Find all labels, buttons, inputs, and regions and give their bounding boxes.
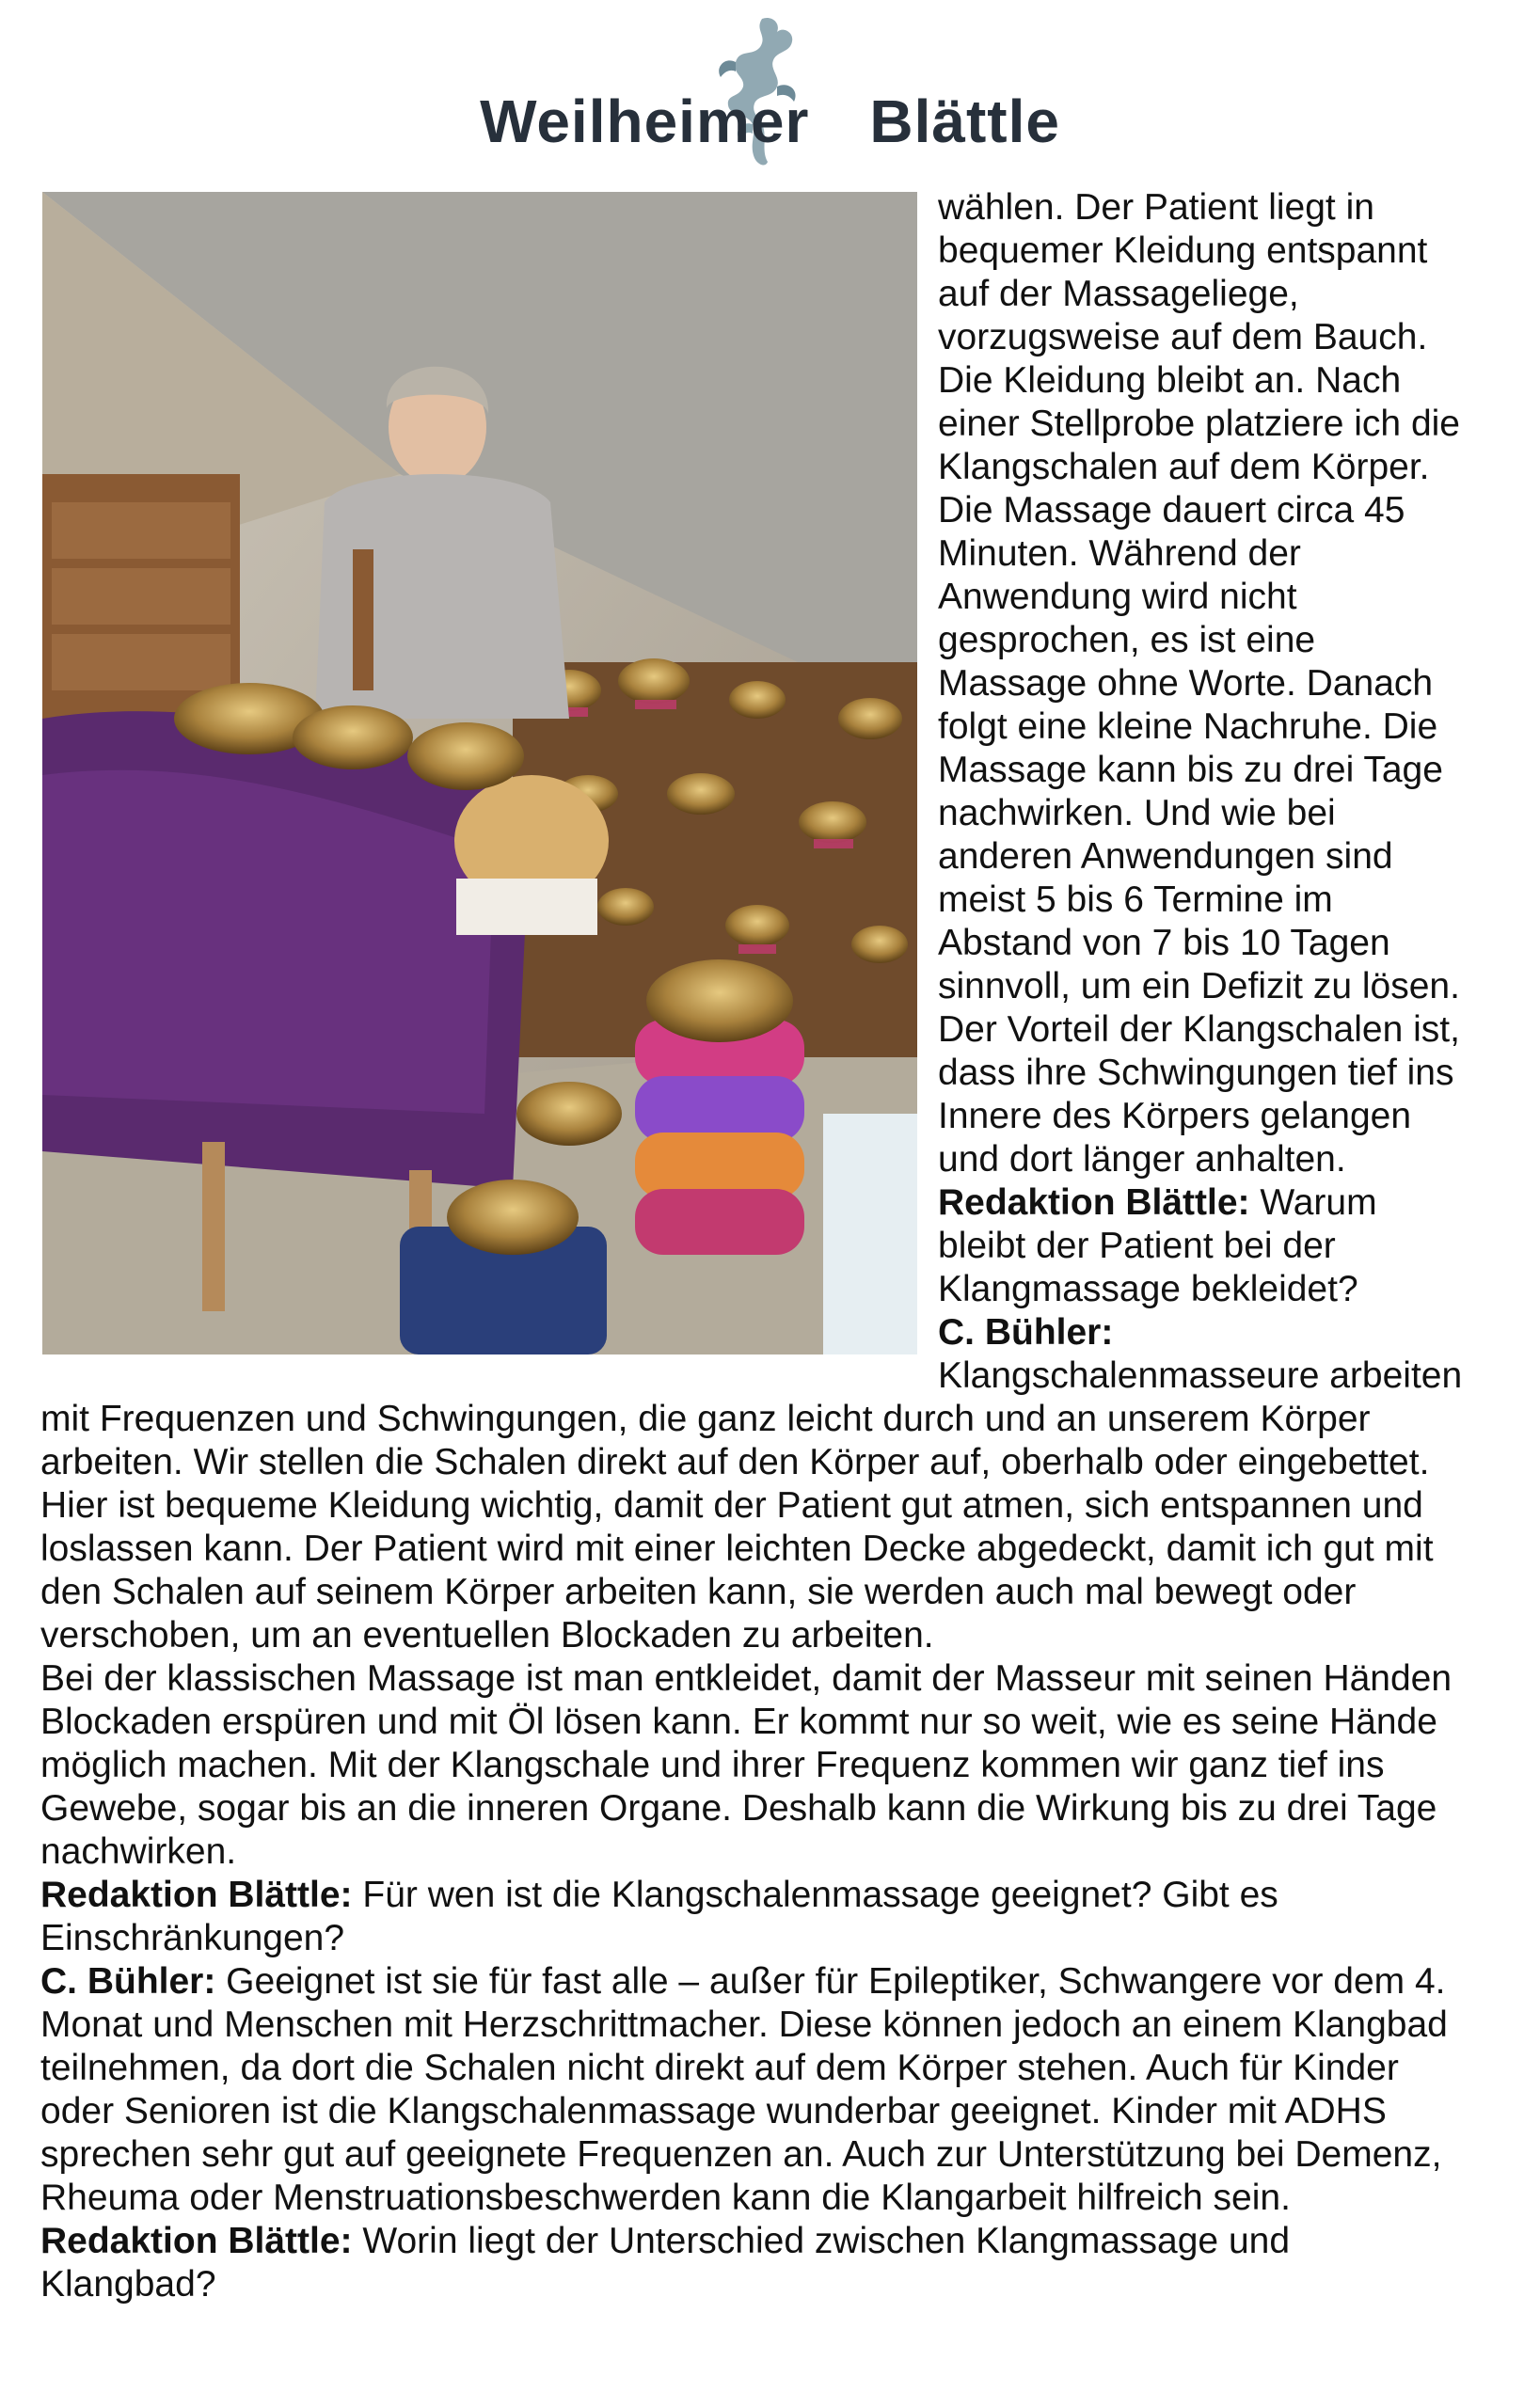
photo-klangschalen-massage [42,192,917,1354]
masthead [0,0,1540,188]
masthead-name-2: Blättle [869,87,1060,155]
question-3 [40,2220,1470,2306]
question-1-label: Redaktion Blättle: [938,1182,1250,1223]
answer-2 [40,1960,1470,2220]
paragraph-intro [40,186,1470,1657]
answer-1-label: C. Bühler: [938,1312,1114,1353]
question-2 [40,1874,1470,1960]
paragraph-intro-text: wählen. Der Patient liegt in bequemer Kleidung entspannt auf der Massageliege, vorzugsweise auf dem Bauch. Die Kleidung bleibt an. Nach einer Stellprobe platziere ich die Klangschalen auf dem Körper. Die Massage dauert circa 45 Minuten. Während der Anwendung wird nicht gesprochen, es ist eine Massage ohne Worte. Danach folgt eine kleine Nachruhe. Die Massage kann bis zu drei Tage nachwirken. Und wie bei anderen Anwendungen sind meist 5 bis 6 Termine im Abstand von 7 bis 10 Tagen sinnvoll, um ein Defizit zu lösen. Der Vorteil der Klangschalen ist, dass ihre Schwingungen tief ins Innere des Körpers gelangen und dort länger anhalten. [938,187,1460,1180]
question-1-text: Warum bleibt der Patient bei der Klangmassage bekleidet? [938,1182,1377,1309]
answer-2-text: Geeignet ist sie für fast alle – außer für Epileptiker, Schwangere vor dem 4. Monat und Menschen mit Herzschrittmacher. Diese können jedoch an einem Klangbad teilnehmen, da dort die Schalen nicht direkt auf dem Körper stehen. Auch für Kinder oder Senioren ist die Klangschalenmassage wunderbar geeignet. Kinder mit ADHS sprechen sehr gut auf geeignete Frequenzen an. Auch zur Unterstützung bei Demenz, Rheuma oder Menstruationsbeschwerden kann die Klangarbeit hilfreich sein. [40,1961,1448,2218]
answer-1-text: Klangschalenmasseure arbeiten mit Frequenzen und Schwingungen, die ganz leicht durch und an unserem Körper arbeiten. Wir stellen die Schalen direkt auf den Körper auf, oberhalb oder eingebettet. Hier ist bequeme Kleidung wichtig, damit der Patient gut atmen, sich entspannen und loslassen kann. Der Patient wird mit einer leichten Decke abgedeckt, damit ich gut mit den Schalen auf seinem Körper arbeiten kann, sie werden auch mal bewegt oder verschoben, um an eventuellen Blockaden zu arbeiten. [40,1355,1463,1656]
paragraph-classic-massage: Bei der klassischen Massage ist man entkleidet, damit der Masseur mit seinen Händen Blockaden erspüren und mit Öl lösen kann. Er kommt nur so weit, wie es seine Hände möglich machen. Mit der Klangschale und ihrer Frequenz kommen wir ganz tief ins Gewebe, sogar bis an die inneren Organe. Deshalb kann die Wirkung bis zu drei Tage nachwirken. [40,1658,1453,1872]
masthead-name-1: Weilheimer [480,87,810,155]
answer-2-label: C. Bühler: [40,1961,216,2002]
masthead-title [0,87,1540,156]
photo-illustration [42,192,917,1354]
question-2-label: Redaktion Blättle: [40,1875,353,1915]
question-3-text: Worin liegt der Unterschied zwischen Klangmassage und Klangbad? [40,2221,1291,2305]
question-2-text: Für wen ist die Klangschalenmassage geeignet? Gibt es Einschränkungen? [40,1875,1278,1958]
question-3-label: Redaktion Blättle: [40,2221,353,2261]
article-body [40,186,1470,2306]
